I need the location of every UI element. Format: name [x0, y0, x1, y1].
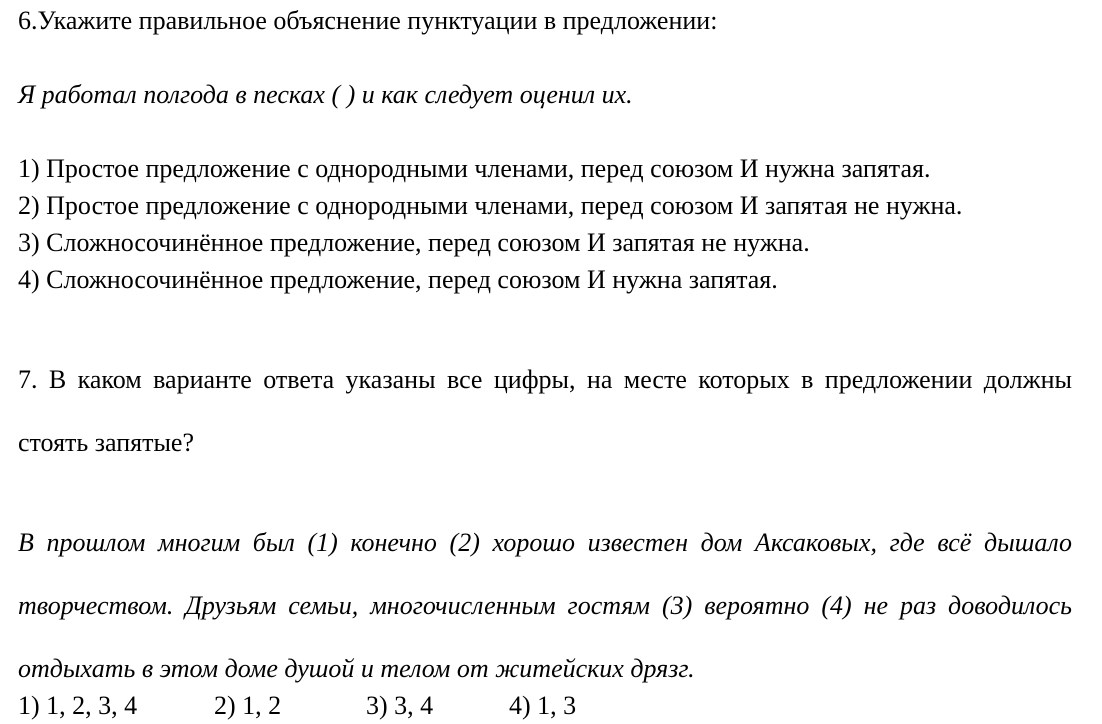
question-6-option-3: 3) Сложносочинённое предложение, перед союзом И запятая не нужна. — [18, 228, 810, 257]
spacer — [18, 298, 1072, 335]
question-7-answer-1: 1) 1, 2, 3, 4 — [18, 691, 138, 720]
question-6-title: 6.Укажите правильное объяснение пунктуации в предложении: — [18, 6, 718, 35]
question-6-option-4: 4) Сложносочинённое предложение, перед союзом И нужна запятая. — [18, 265, 778, 294]
spacer — [18, 113, 1072, 150]
question-7-text-line-3: отдыхать в этом доме душой и телом от житейских дрязг. — [18, 654, 695, 683]
spacer — [18, 461, 1072, 498]
question-7-text-line-1: В прошлом многим был (1) конечно (2) хорошо известен дом Аксаковых, где всё дышало — [18, 528, 1072, 557]
question-7-answer-4: 4) 1, 3 — [509, 691, 577, 720]
question-7-answer-3: 3) 3, 4 — [366, 691, 434, 720]
question-6-option-2: 2) Простое предложение с однородными членами, перед союзом И запятая не нужна. — [18, 191, 963, 220]
question-7-title-line-2: стоять запятые? — [18, 428, 194, 457]
question-6-sentence: Я работал полгода в песках ( ) и как следует оценил их. — [18, 80, 633, 109]
question-7-answers — [18, 687, 1072, 724]
question-7-title-line-1: 7. В каком варианте ответа указаны все цифры, на месте которых в предложении должны — [18, 365, 1072, 394]
question-7-answer-2: 2) 1, 2 — [214, 691, 282, 720]
spacer — [18, 39, 1072, 76]
question-6-option-1: 1) Простое предложение с однородными членами, перед союзом И нужна запятая. — [18, 154, 931, 183]
question-7-text-line-2: творчеством. Друзьям семьи, многочисленным гостям (3) вероятно (4) не раз доводилось — [18, 591, 1072, 620]
